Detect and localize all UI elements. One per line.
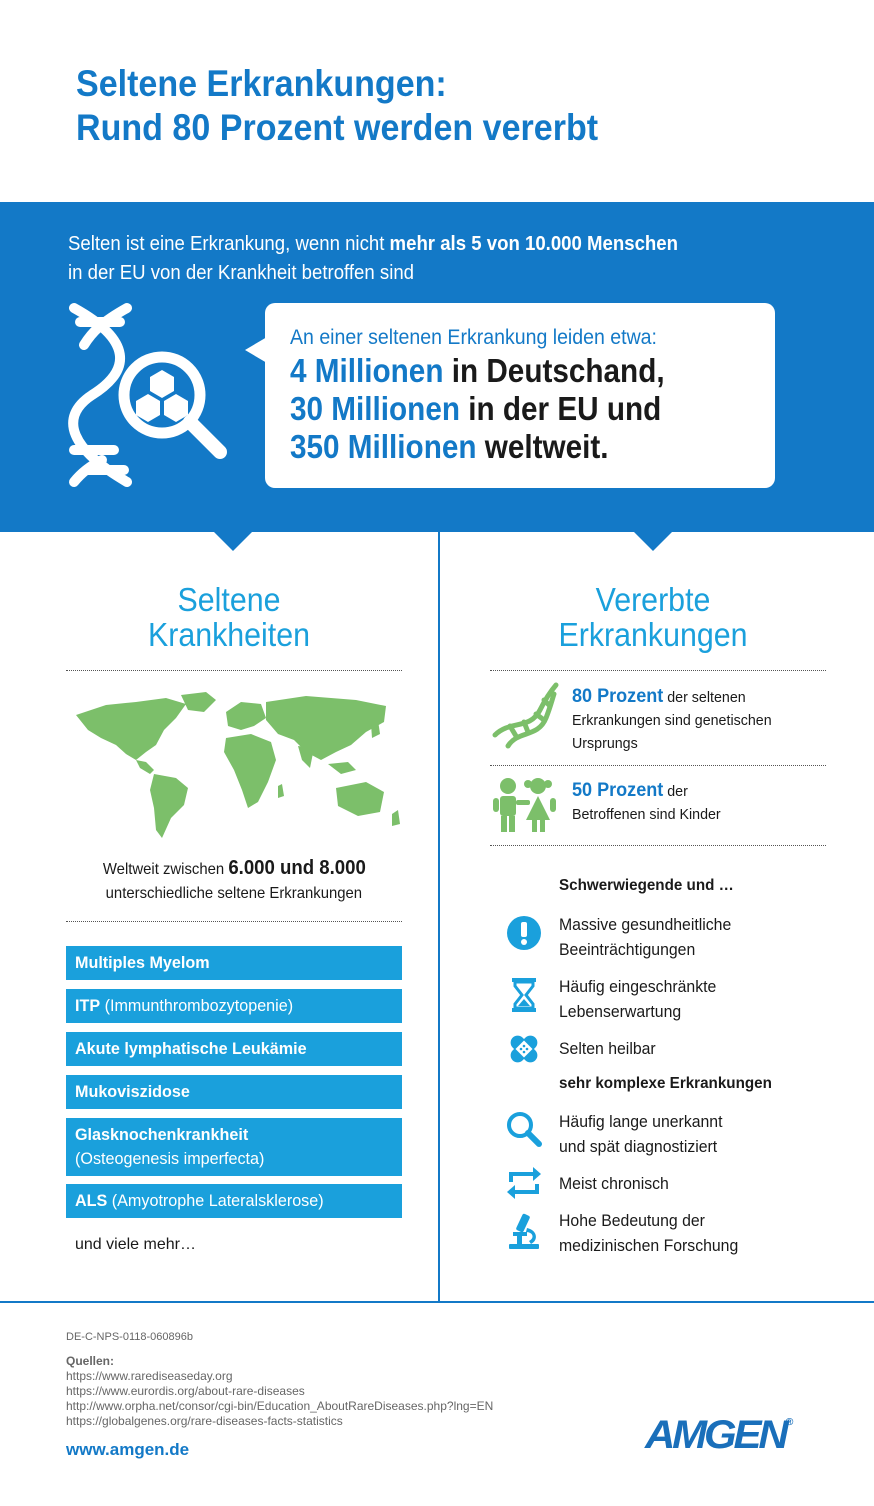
right-column-title: Vererbte Erkrankungen bbox=[558, 581, 748, 653]
footer-divider bbox=[0, 1301, 874, 1303]
dna-icon bbox=[490, 680, 560, 750]
feature-undiagnosed: Häufig lange unerkannt und spät diagnostiziert bbox=[559, 1112, 723, 1156]
exclamation-icon bbox=[505, 914, 543, 952]
feature-chronic: Meist chronisch bbox=[559, 1174, 669, 1193]
intro-line-2: in der EU von der Krankheit betroffen sind bbox=[68, 262, 415, 284]
title-line-2: Rund 80 Prozent werden vererbt bbox=[76, 107, 599, 148]
disease-item-als: ALS (Amyotrophe Lateralsklerose) bbox=[66, 1184, 402, 1218]
magnifier-icon bbox=[505, 1110, 543, 1148]
disease-item-mukoviszidose: Mukoviszidose bbox=[66, 1075, 402, 1109]
source-link-2[interactable]: https://www.eurordis.org/about-rare-diseases bbox=[66, 1384, 305, 1398]
intro-bold: mehr als 5 von 10.000 Menschen bbox=[389, 233, 679, 255]
intro-pre: Selten ist eine Erkrankung, wenn nicht bbox=[68, 233, 390, 255]
subhead-severe: Schwerwiegende und … bbox=[559, 877, 734, 894]
more-diseases: und viele mehr… bbox=[75, 1236, 196, 1253]
right-separator-mid bbox=[490, 765, 826, 766]
bandage-icon bbox=[505, 1030, 543, 1068]
children-icon bbox=[490, 776, 560, 834]
hourglass-icon bbox=[505, 976, 543, 1014]
bubble-line-eu: 30 Millionen in der EU und bbox=[290, 390, 662, 427]
right-separator-bottom bbox=[490, 845, 826, 846]
bubble-line-germany: 4 Millionen in Deutschand, bbox=[290, 352, 665, 389]
disease-item-itp: ITP (Immunthrombozytopenie) bbox=[66, 989, 402, 1023]
stat-children: 50 Prozent der Betroffenen sind Kinder bbox=[572, 780, 721, 823]
repeat-icon bbox=[505, 1164, 543, 1202]
intro-text bbox=[68, 230, 678, 288]
bubble-tail bbox=[245, 337, 267, 363]
left-separator-top bbox=[66, 670, 402, 671]
feature-research: Hohe Bedeutung der medizinischen Forschung bbox=[559, 1211, 739, 1255]
page-title bbox=[76, 62, 598, 150]
arrow-left bbox=[213, 531, 253, 551]
disease-item-glasknochen: Glasknochenkrankheit (Osteogenesis imperfecta) bbox=[66, 1118, 402, 1176]
map-caption: Weltweit zwischen 6.000 und 8.000 unterschiedliche seltene Erkrankungen bbox=[102, 857, 366, 902]
disease-item-leukaemie: Akute lymphatische Leukämie bbox=[66, 1032, 402, 1066]
sources-title: Quellen: bbox=[66, 1354, 115, 1368]
subhead-complex: sehr komplexe Erkrankungen bbox=[559, 1075, 772, 1092]
disease-item-myelom: Multiples Myelom bbox=[66, 946, 402, 980]
amgen-logo: AMGEN® bbox=[645, 1413, 794, 1457]
world-map bbox=[66, 690, 406, 840]
feature-life-expectancy: Häufig eingeschränkte Lebenserwartung bbox=[559, 977, 717, 1021]
right-separator-top bbox=[490, 670, 826, 671]
bubble-line-world: 350 Millionen weltweit. bbox=[290, 428, 609, 465]
source-link-4[interactable]: https://globalgenes.org/rare-diseases-facts-statistics bbox=[66, 1414, 343, 1428]
dna-magnifier-icon bbox=[62, 300, 242, 490]
source-link-3[interactable]: http://www.orpha.net/consor/cgi-bin/Education_AboutRareDiseases.php?lng=EN bbox=[66, 1399, 494, 1413]
stat-genetic: 80 Prozent der seltenen Erkrankungen sind genetischen Ursprungs bbox=[572, 686, 772, 752]
bubble-intro: An einer seltenen Erkrankung leiden etwa: bbox=[290, 326, 657, 349]
title-line-1: Seltene Erkrankungen: bbox=[76, 63, 447, 104]
left-column-title: Seltene Krankheiten bbox=[147, 581, 311, 653]
column-divider bbox=[438, 532, 440, 1302]
feature-rarely-curable: Selten heilbar bbox=[559, 1039, 656, 1058]
document-code: DE-C-NPS-0118-060896b bbox=[66, 1331, 193, 1343]
arrow-right bbox=[633, 531, 673, 551]
left-separator-bottom bbox=[66, 921, 402, 922]
feature-impairment: Massive gesundheitliche Beeinträchtigungen bbox=[559, 915, 732, 959]
website-link[interactable]: www.amgen.de bbox=[66, 1440, 190, 1459]
microscope-icon bbox=[505, 1212, 543, 1250]
source-link-1[interactable]: https://www.rarediseaseday.org bbox=[66, 1369, 233, 1383]
